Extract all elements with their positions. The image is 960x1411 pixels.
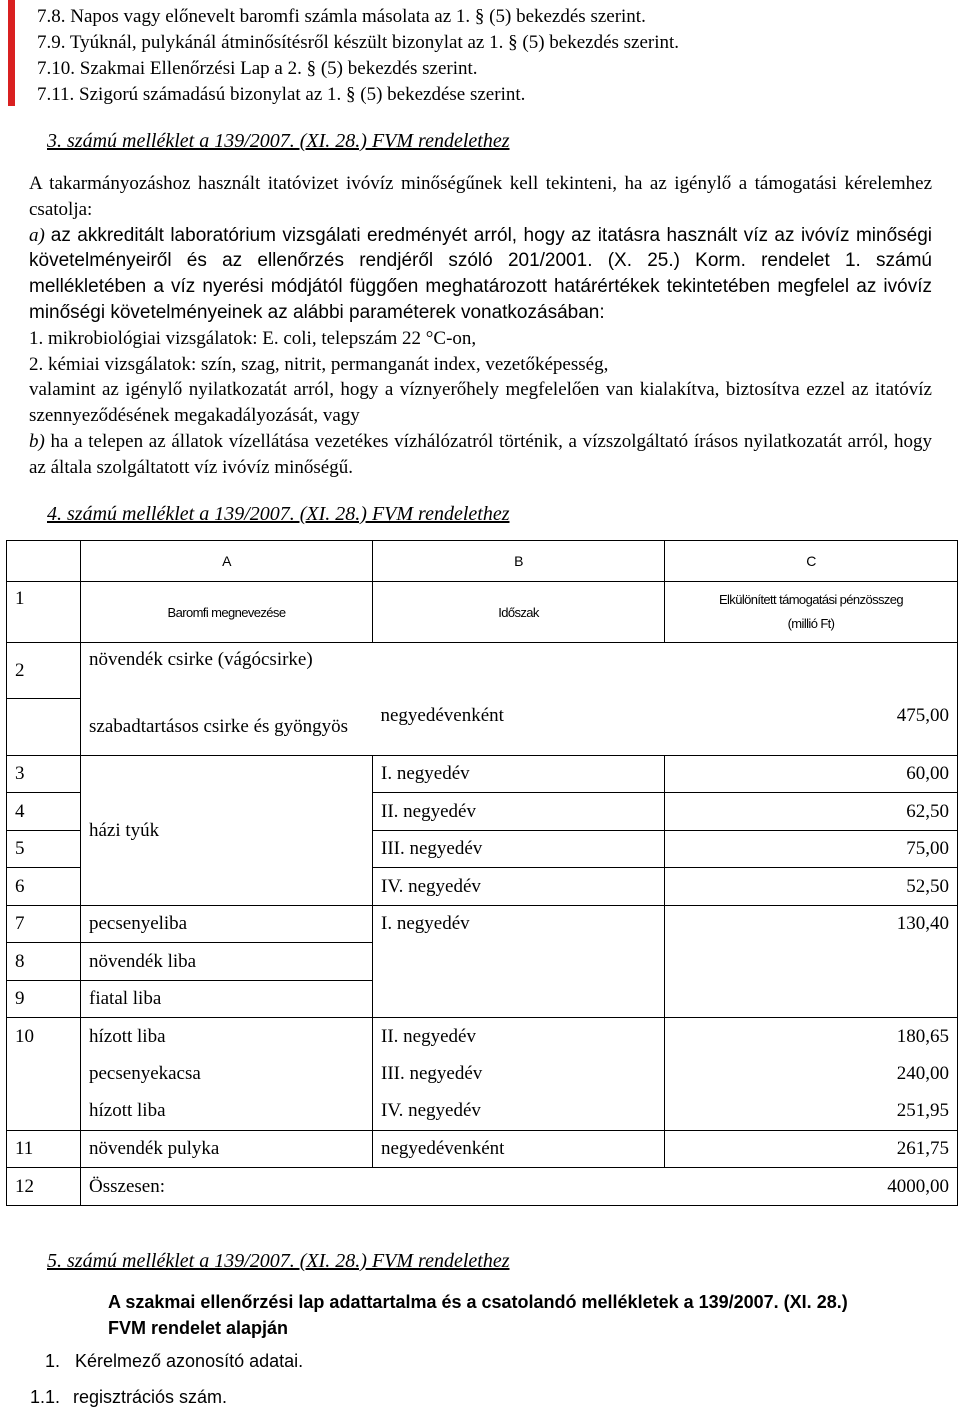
annex-5-item-1-text: Kérelmező azonosító adatai. (75, 1351, 304, 1371)
table-row-header (7, 582, 958, 643)
annex-5-item-1-1-number: 1.1. (30, 1387, 61, 1407)
list-item-7-11: 7.11. Szigorú számadású bizonylat az 1. § (5) bekezdése szerint. (37, 84, 526, 105)
table-row-total (7, 1168, 958, 1206)
poultry-name: pecsenyekacsa (81, 1056, 373, 1093)
table-row (7, 756, 958, 793)
period: negyedévenként (373, 1131, 665, 1168)
table-cell (373, 1168, 665, 1206)
poultry-name: szabadtartásos csirke és gyöngyös (89, 715, 349, 737)
amount-text: 475,00 (896, 704, 949, 726)
annex-3-item-2: 2. kémiai vizsgálatok: szín, szag, nitrit, permanganát index, vezetőképesség, (29, 353, 609, 375)
list-item-7-8: 7.8. Napos vagy előnevelt baromfi számla másolata az 1. § (5) bekezdés szerint. (37, 6, 646, 27)
table-row (7, 981, 958, 1018)
point-a-label: a) (29, 224, 45, 246)
row-label: növendék csirke (vágócsirke) (81, 643, 958, 699)
period: IV. negyedév (373, 868, 665, 906)
point-b-label: b) (29, 430, 45, 452)
poultry-name: növendék liba (81, 943, 373, 981)
poultry-name: fiatal liba (81, 981, 373, 1018)
amount (665, 699, 958, 756)
annex-3-continuation: valamint az igénylő nyilatkozatát arról, hogy a víznyerőhely megfelelően van kialakítva, biztosítva ezzel az itatóvíz szennyeződésének megakadályozását, vagy (29, 379, 932, 427)
poultry-name: hízott liba (81, 1093, 373, 1131)
revision-marker-bar (8, 0, 15, 106)
amount: 62,50 (665, 793, 958, 831)
table-cell (7, 1093, 81, 1131)
amount: 251,95 (665, 1093, 958, 1131)
amount: 75,00 (665, 831, 958, 868)
poultry-name: növendék pulyka (81, 1131, 373, 1168)
poultry-name: pecsenyeliba (81, 906, 373, 943)
amount: 130,40 (665, 906, 958, 943)
table-cell (665, 943, 958, 981)
annex-5-title-line-1: A szakmai ellenőrzési lap adattartalma és a csatolandó mellékletek a 139/2007. (XI. 28.) (108, 1292, 848, 1312)
amount: 240,00 (665, 1056, 958, 1093)
poultry-name: hízott liba (81, 1018, 373, 1056)
table-row (7, 1018, 958, 1056)
period: I. negyedév (373, 756, 665, 793)
table-row (7, 943, 958, 981)
list-item-7-9: 7.9. Tyúknál, pulykánál átminősítésről készült bizonylat az 1. § (5) bekezdés szerint. (37, 32, 680, 53)
table-row (7, 906, 958, 943)
table-cell (373, 981, 665, 1018)
period (373, 699, 665, 756)
annex-3-item-1: 1. mikrobiológiai vizsgálatok: E. coli, telepszám 22 °C-on, (29, 327, 477, 349)
header-poultry-name: Baromfi megnevezése (81, 582, 373, 643)
table-row (7, 643, 958, 699)
table-row (7, 1056, 958, 1093)
table-row-letters (7, 541, 958, 582)
annex-4-table (6, 540, 958, 1206)
table-cell (665, 981, 958, 1018)
header-amount-unit: (millió Ft) (787, 616, 835, 631)
row-number: 4 (7, 793, 81, 831)
list-item-7-10: 7.10. Szakmai Ellenőrzési Lap a 2. § (5) bekezdés szerint. (37, 58, 478, 79)
row-number: 3 (7, 756, 81, 793)
amount: 60,00 (665, 756, 958, 793)
period: IV. negyedév (373, 1093, 665, 1131)
col-letter-c: C (665, 541, 958, 582)
period: II. negyedév (373, 1018, 665, 1056)
period: II. negyedév (373, 793, 665, 831)
table-cell (7, 541, 81, 582)
amount: 261,75 (665, 1131, 958, 1168)
row-number: 2 (7, 643, 81, 699)
row-number: 8 (7, 943, 81, 981)
total-label: Összesen: (81, 1168, 373, 1206)
annex-3-heading: 3. számú melléklet a 139/2007. (XI. 28.) FVM rendelethez (47, 130, 510, 152)
row-number: 9 (7, 981, 81, 1018)
annex-4-heading: 4. számú melléklet a 139/2007. (XI. 28.) FVM rendelethez (47, 503, 510, 525)
header-period: Időszak (373, 582, 665, 643)
amount: 180,65 (665, 1018, 958, 1056)
amount: 52,50 (665, 868, 958, 906)
table-cell (373, 943, 665, 981)
period: I. negyedév (373, 906, 665, 943)
period-text: negyedévenként (380, 704, 504, 726)
total-amount: 4000,00 (665, 1168, 958, 1206)
period: III. negyedév (373, 831, 665, 868)
annex-5-title-line-2: FVM rendelet alapján (108, 1318, 289, 1338)
row-number: 6 (7, 868, 81, 906)
annex-5-item-1-1-text: regisztrációs szám. (73, 1387, 228, 1407)
row-number: 10 (7, 1018, 81, 1056)
row-number: 1 (7, 582, 81, 643)
table-cell (7, 1056, 81, 1093)
poultry-name: házi tyúk (81, 756, 373, 906)
point-a-text: az akkreditált laboratórium vizsgálati eredményét arról, hogy az itatásra használt víz az ivóvíz minőségi követelményeiről és az ellenőrzés rendjéről szóló 201/2001. (X. 25.) Korm. rendelet 1. számú mellékletében a víz nyerési módjától függően meghatározott határértékek tekintetében megfelel az ivóvíz minőségi követelményeinek az alábbi paraméterek vonatkozásában: (29, 224, 933, 323)
point-b-text: ha a telepen az állatok vízellátása vezetékes vízhálózatról történik, a vízszolgáltató írásos nyilatkozatát arról, hogy az általa szolgáltatott víz ivóvíz minőségű. (29, 430, 932, 478)
col-letter-a: A (81, 541, 373, 582)
annex-3-point-b (29, 429, 932, 481)
row-number: 12 (7, 1168, 81, 1206)
annex-3-body (29, 171, 932, 481)
annex-5-heading: 5. számú melléklet a 139/2007. (XI. 28.) FVM rendelethez (47, 1250, 510, 1272)
annex-5-item-1-number: 1. (45, 1351, 61, 1371)
table-row (7, 699, 958, 756)
annex-3-intro: A takarmányozáshoz használt itatóvizet ivóvíz minőségűnek kell tekinteni, ha az igénylő a támogatási kérelemhez csatolja: (29, 173, 932, 220)
header-amount-label: Elkülönített támogatási pénzösszeg (718, 592, 904, 607)
col-letter-b: B (373, 541, 665, 582)
header-allocated-amount (665, 582, 958, 643)
table-row (7, 1131, 958, 1168)
row-number: 5 (7, 831, 81, 868)
table-row (7, 1093, 958, 1131)
row-number: 7 (7, 906, 81, 943)
annex-3-point-a (29, 223, 932, 326)
period: III. negyedév (373, 1056, 665, 1093)
table-cell (7, 699, 81, 756)
row-number: 11 (7, 1131, 81, 1168)
